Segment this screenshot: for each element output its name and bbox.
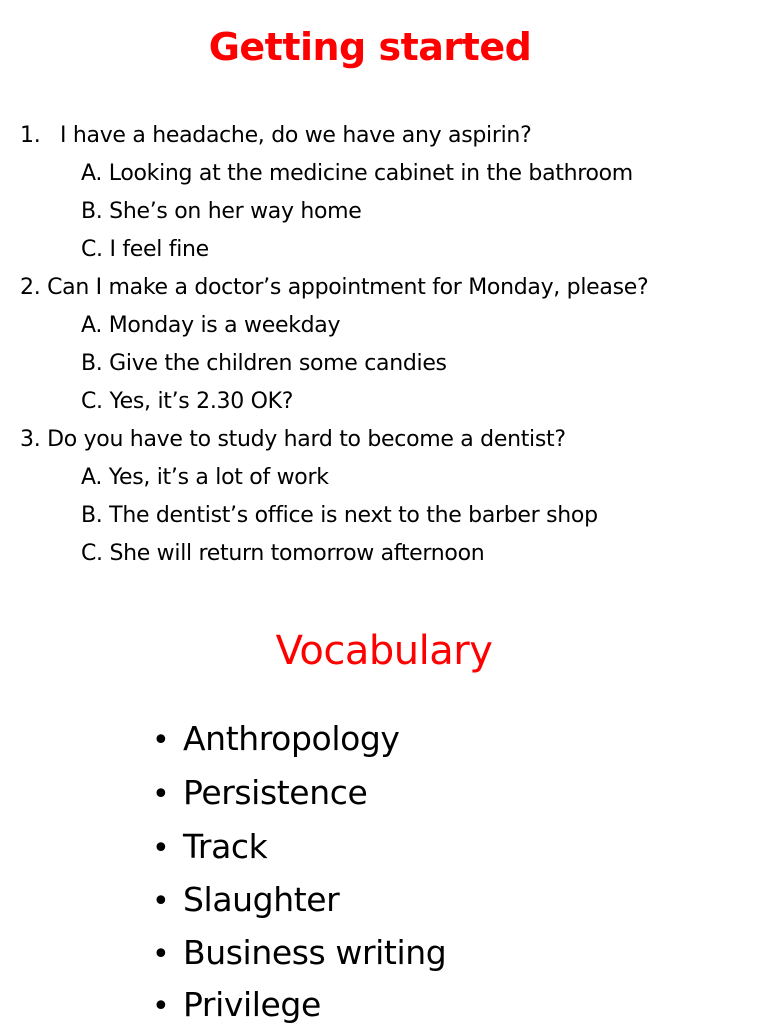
question-2-option-b: B. Give the children some candies xyxy=(81,351,447,376)
bullet-icon: • xyxy=(152,989,170,1024)
vocabulary-item-persistence xyxy=(152,773,367,815)
vocabulary-item-privilege xyxy=(152,985,321,1027)
vocabulary-item-slaughter xyxy=(152,880,339,922)
question-3-option-b: B. The dentist’s office is next to the barber shop xyxy=(81,503,598,528)
vocabulary-item-business-writing xyxy=(152,933,446,975)
bullet-icon: • xyxy=(152,777,170,812)
bullet-icon: • xyxy=(152,884,170,919)
question-1 xyxy=(20,121,531,151)
question-3-number: 3. xyxy=(20,427,41,452)
page-title: Getting started xyxy=(208,25,532,69)
question-2-number: 2. xyxy=(20,275,41,300)
question-3-option-a: A. Yes, it’s a lot of work xyxy=(81,465,329,490)
vocabulary-item-label: Slaughter xyxy=(183,880,340,919)
question-1-number: 1. xyxy=(20,123,41,148)
question-2 xyxy=(20,273,648,303)
question-2-text: Can I make a doctor’s appointment for Monday, please? xyxy=(47,275,649,300)
question-2-option-a: A. Monday is a weekday xyxy=(81,313,341,338)
bullet-icon: • xyxy=(152,723,170,758)
vocabulary-item-label: Privilege xyxy=(183,985,321,1024)
question-3-text: Do you have to study hard to become a dentist? xyxy=(47,427,566,452)
vocabulary-item-label: Anthropology xyxy=(183,719,400,758)
vocabulary-item-anthropology xyxy=(152,719,400,761)
question-3-option-c: C. She will return tomorrow afternoon xyxy=(81,541,485,566)
question-3 xyxy=(20,425,566,455)
bullet-icon: • xyxy=(152,937,170,972)
question-1-text: I have a headache, do we have any aspirin? xyxy=(60,123,532,148)
question-1-option-a: A. Looking at the medicine cabinet in the bathroom xyxy=(81,161,633,186)
vocabulary-title: Vocabulary xyxy=(275,628,493,674)
vocabulary-item-label: Track xyxy=(183,827,268,866)
vocabulary-item-track xyxy=(152,827,267,869)
question-1-option-b: B. She’s on her way home xyxy=(81,199,362,224)
question-1-option-c: C. I feel fine xyxy=(81,237,209,262)
question-2-option-c: C. Yes, it’s 2.30 OK? xyxy=(81,389,294,414)
bullet-icon: • xyxy=(152,831,170,866)
vocabulary-item-label: Business writing xyxy=(183,933,447,972)
vocabulary-item-label: Persistence xyxy=(183,773,368,812)
